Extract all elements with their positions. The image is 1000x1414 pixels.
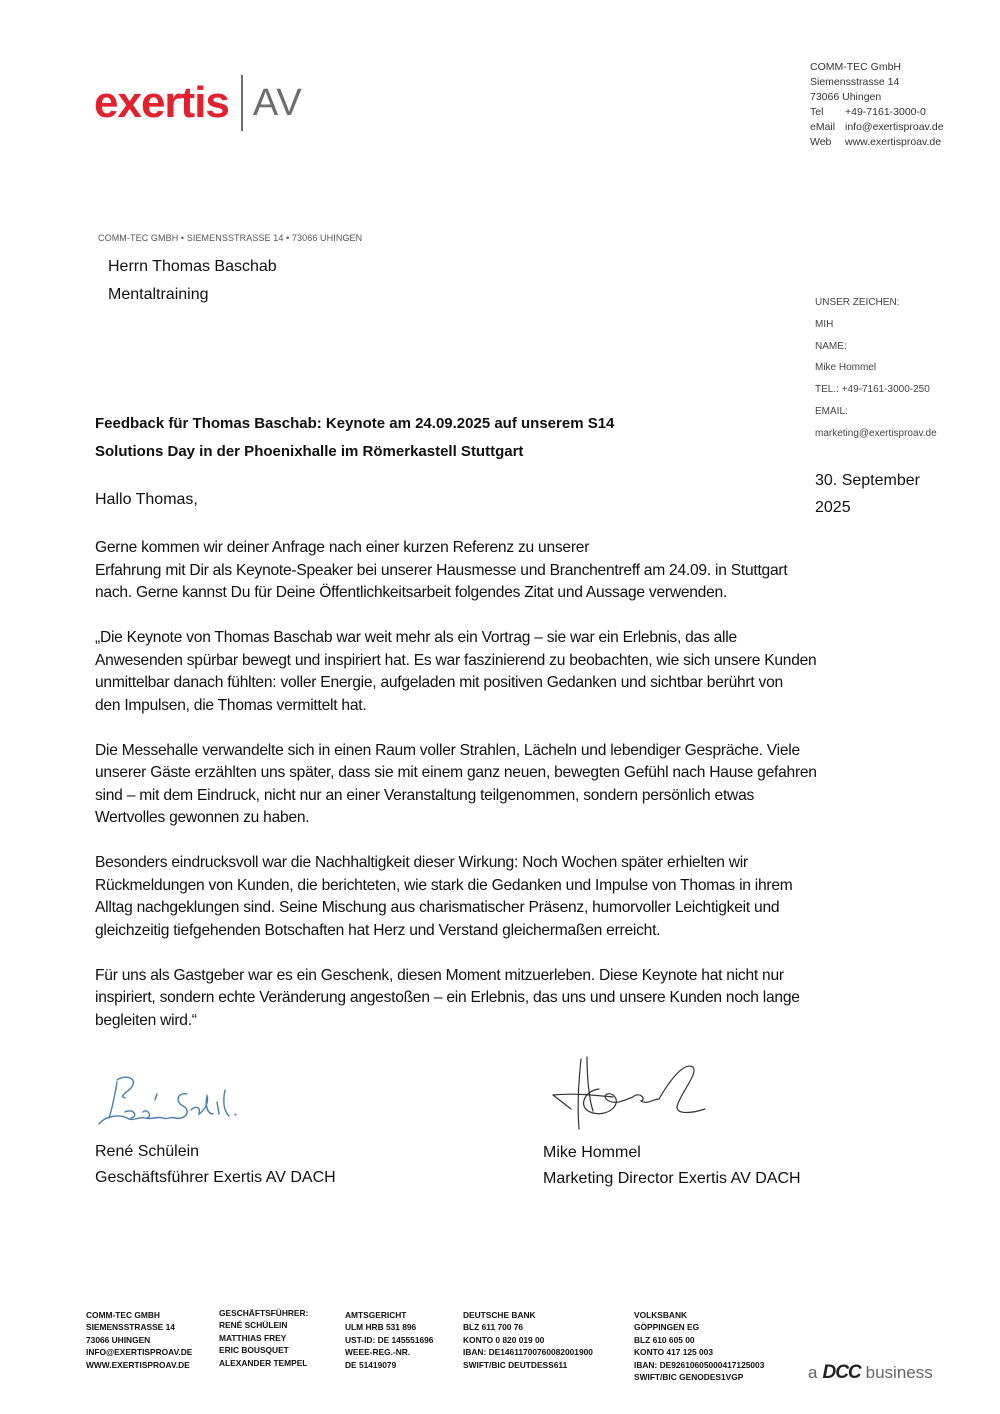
footer-line: MATTHIAS FREY <box>219 1332 287 1343</box>
paragraph-quote-4 <box>95 965 915 1033</box>
reference-block <box>815 292 937 445</box>
footer-line: IBAN: DE14611700760082001900 <box>463 1347 593 1358</box>
letter-body <box>95 537 915 1055</box>
subject-line-2: Solutions Day in der Phoenixhalle im Römerkastell Stuttgart <box>95 443 524 460</box>
company-address-block <box>810 60 944 150</box>
footer-line: UST-ID: DE 145551696 <box>345 1334 434 1345</box>
logo-brand-text: exertis <box>94 78 229 127</box>
subject-line-1: Feedback für Thomas Baschab: Keynote am 24.09.2025 auf unserem S14 <box>95 415 615 432</box>
handwritten-signature-icon <box>543 1055 713 1135</box>
paragraph-quote-3 <box>95 852 915 942</box>
company-tel-row <box>810 105 944 120</box>
text-line: Alltag nachgeklungen sind. Seine Mischung aus charismatischer Präsenz, humorvoller Leichtigkeit und <box>95 899 780 916</box>
signatory-name: René Schülein <box>95 1143 200 1160</box>
text-line: Anwesenden spürbar bewegt und inspiriert hat. Es war faszinierend zu beobachten, wie sich unsere Kunden <box>95 651 817 669</box>
footer-line: BLZ 611 700 76 <box>463 1322 524 1333</box>
tel-label: Tel <box>810 106 824 118</box>
signatory-name: Mike Hommel <box>543 1144 641 1161</box>
text-line: nach. Gerne kannst Du für Deine Öffentlichkeitsarbeit folgendes Zitat und Aussage verwenden. <box>95 584 728 601</box>
signature-block-hommel <box>543 1055 801 1192</box>
name-value: Mike Hommel <box>815 362 877 374</box>
footer-line: GESCHÄFTSFÜHRER: <box>219 1308 309 1318</box>
email-value[interactable]: marketing@exertisproav.de <box>815 427 937 439</box>
footer-line: GÖPPINGEN EG <box>634 1322 700 1333</box>
company-street: Siemensstrasse 14 <box>810 76 900 88</box>
signature-block-schuelein <box>95 1072 336 1191</box>
footer-line: KONTO 0 820 019 00 <box>463 1334 545 1345</box>
email-label: EMAIL: <box>815 405 848 417</box>
date-year: 2025 <box>815 499 851 516</box>
web-link[interactable]: www.exertisproav.de <box>845 136 942 148</box>
footer-management <box>219 1307 308 1369</box>
paragraph-quote-2 <box>95 740 915 830</box>
text-line: unserer Gäste erzählten uns später, dass sie mit einem ganz neuen, bewegten Gefühl nach Hause gefahren <box>95 764 817 781</box>
footer-web[interactable]: WWW.EXERTISPROAV.DE <box>86 1359 190 1370</box>
text-line: Für uns als Gastgeber war es ein Geschenk, diesen Moment mitzuerleben. Diese Keynote hat nicht nur <box>95 966 784 984</box>
text-line: Rückmeldungen von Kunden, die berichteten, wie stark die Gedanken und Impulse von Thomas in ihrem <box>95 876 793 894</box>
footer-line: KONTO 417 125 003 <box>634 1347 713 1358</box>
footer-line: ULM HRB 531 896 <box>345 1322 417 1333</box>
text-line: gleichzeitig tiefgehenden Botschaften hat Herz und Verstand gleichermaßen erreicht. <box>95 921 661 939</box>
text-line: inspiriert, sondern echte Veränderung angestoßen – ein Erlebnis, das uns und unsere Kunden noch lange <box>95 989 800 1006</box>
dcc-prefix: a <box>808 1363 818 1382</box>
footer-line: VOLKSBANK <box>634 1310 688 1320</box>
footer-line: COMM-TEC GMBH <box>86 1310 160 1320</box>
text-line: Gerne kommen wir deiner Anfrage nach einer kurzen Referenz zu unserer <box>95 539 590 556</box>
handwritten-signature-icon <box>95 1072 245 1134</box>
logo-divider <box>241 75 243 131</box>
text-line: Die Messehalle verwandelte sich in einen Raum voller Strahlen, Lächeln und lebendiger Gespräche. Viele <box>95 741 800 759</box>
dcc-mark: DCC <box>822 1362 861 1383</box>
name-label: NAME: <box>815 340 847 352</box>
letter-date <box>815 467 920 521</box>
tel-value: +49-7161-3000-0 <box>845 106 926 118</box>
unser-zeichen-value: MIH <box>815 318 834 330</box>
footer-line: ALEXANDER TEMPEL <box>219 1357 308 1368</box>
greeting: Hallo Thomas, <box>95 491 198 508</box>
text-line: Erfahrung mit Dir als Keynote-Speaker bei unserer Hausmesse und Branchentreff am 24.09. in Stuttgart <box>95 561 788 579</box>
text-line: begleiten wird.“ <box>95 1011 197 1029</box>
text-line: Besonders eindrucksvoll war die Nachhaltigkeit dieser Wirkung: Noch Wochen später erhielten wir <box>95 854 748 871</box>
footer-volksbank <box>634 1309 764 1383</box>
text-line: sind – mit dem Eindruck, nicht nur an einer Veranstaltung teilgenommen, sondern persönlich etwas <box>95 786 755 804</box>
signatory-title: Marketing Director Exertis AV DACH <box>543 1170 801 1187</box>
company-name: COMM-TEC GmbH <box>810 61 901 73</box>
date-day-month: 30. September <box>815 472 920 489</box>
footer-line: WEEE-REG.-NR. <box>345 1347 411 1358</box>
recipient-address <box>108 253 277 309</box>
dcc-business-logo <box>808 1362 933 1384</box>
recipient-name: Herrn Thomas Baschab <box>108 258 277 275</box>
footer-registry <box>345 1309 433 1371</box>
company-email-row <box>810 120 944 135</box>
dcc-suffix: business <box>865 1363 933 1382</box>
text-line: Wertvolles gewonnen zu haben. <box>95 809 310 826</box>
paragraph-intro <box>95 537 915 605</box>
footer-line: BLZ 610 605 00 <box>634 1334 695 1345</box>
footer-line: DE 51419079 <box>345 1359 397 1370</box>
unser-zeichen-label: UNSER ZEICHEN: <box>815 297 900 308</box>
company-web-row <box>810 135 944 150</box>
footer-email[interactable]: INFO@EXERTISPROAV.DE <box>86 1347 193 1358</box>
logo-sub-text: AV <box>252 82 303 124</box>
signatory-title: Geschäftsführer Exertis AV DACH <box>95 1169 336 1186</box>
footer-line: IBAN: DE92610605000417125003 <box>634 1359 765 1370</box>
footer-company <box>86 1309 192 1371</box>
web-label: Web <box>810 136 832 148</box>
text-line: „Die Keynote von Thomas Baschab war weit mehr als ein Vortrag – sie war ein Erlebnis, das alle <box>95 629 737 646</box>
footer-line: SWIFT/BIC GENODES1VGP <box>634 1372 744 1383</box>
text-line: den Impulsen, die Thomas vermittelt hat. <box>95 696 367 714</box>
footer-line: 73066 UHINGEN <box>86 1334 151 1345</box>
footer-line: RENÉ SCHÜLEIN <box>219 1320 288 1331</box>
exertis-av-logo <box>94 72 303 134</box>
footer-deutsche-bank <box>463 1309 593 1371</box>
sender-return-line: COMM-TEC GMBH • SIEMENSSTRASSE 14 • 73066 UHINGEN <box>98 233 363 243</box>
text-line: unmittelbar danach fühlten: voller Energie, aufgeladen mit positiven Gedanken und sichtbar berührt von <box>95 674 783 691</box>
email-link[interactable]: info@exertisproav.de <box>845 121 944 133</box>
tel-line: TEL.: +49-7161-3000-250 <box>815 384 930 396</box>
footer-line: SWIFT/BIC DEUTDESS611 <box>463 1359 568 1370</box>
letter-subject <box>95 410 715 466</box>
email-label: eMail <box>810 121 836 133</box>
paragraph-quote-1 <box>95 627 915 717</box>
recipient-company: Mentaltraining <box>108 286 209 303</box>
footer-line: AMTSGERICHT <box>345 1310 407 1320</box>
footer-line: SIEMENSSTRASSE 14 <box>86 1322 175 1333</box>
company-city: 73066 Uhingen <box>810 91 882 103</box>
footer-line: DEUTSCHE BANK <box>463 1310 536 1320</box>
footer-line: ERIC BOUSQUET <box>219 1345 289 1356</box>
